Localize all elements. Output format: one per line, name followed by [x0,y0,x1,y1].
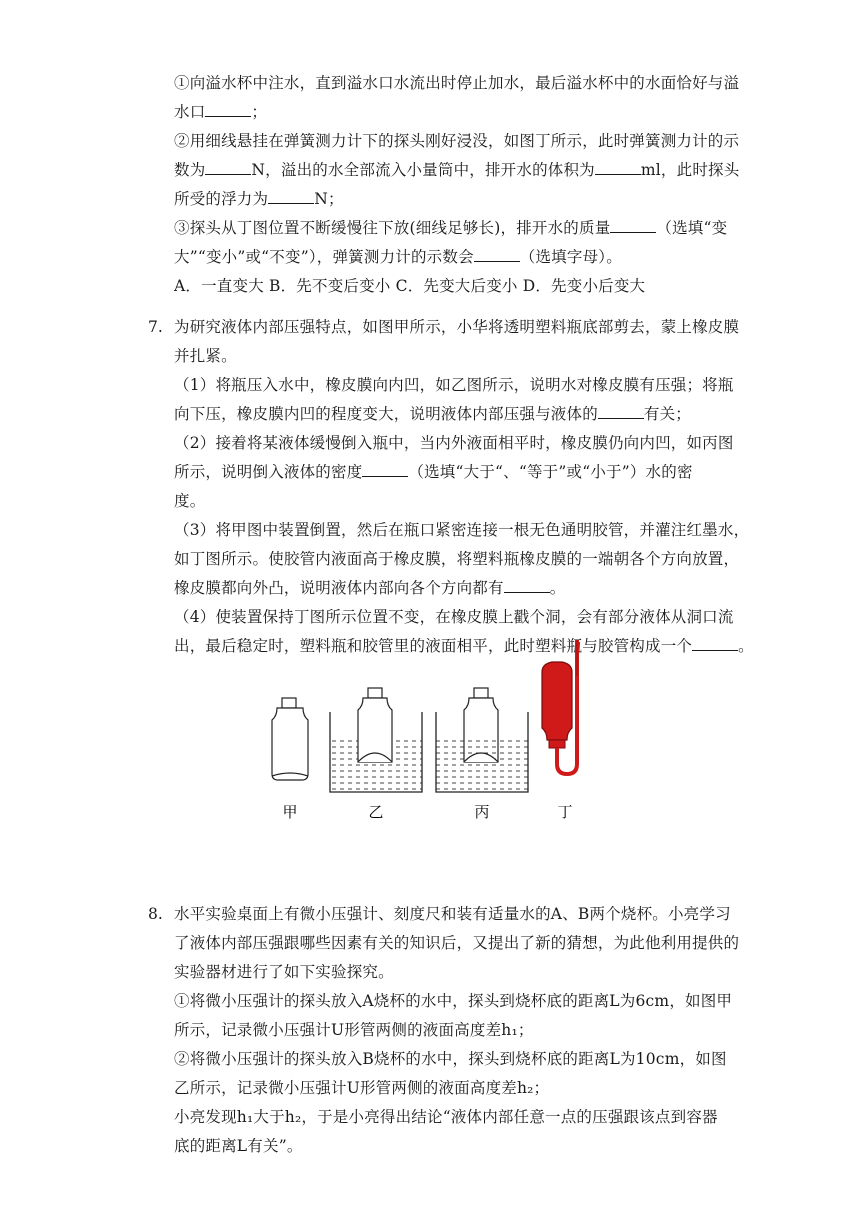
answer-blank [598,404,644,419]
beaker-bing [436,688,528,792]
q7-line-1: 为研究液体内部压强特点，如图甲所示，小华将透明塑料瓶底部剪去，蒙上橡皮膜 [174,318,740,336]
figure-label-ding: 丁 [557,803,573,821]
text: ； [251,103,268,121]
q6-line-6 [174,217,727,239]
answer-blank [692,636,738,651]
q7-line-5: （2）接着将某液体缓慢倒入瓶中，当内外液面相平时，橡皮膜仍向内凹，如丙图 [174,434,734,452]
q7-line-2: 并扎紧。 [174,347,237,365]
q6-line-3: ②用细线悬挂在弹簧测力计下的探头刚好浸没，如图丁所示，此时弹簧测力计的示 [174,132,740,150]
answer-blank [474,247,520,262]
text: ml，此时探头 [640,161,740,179]
q7-line-3: （1）将瓶压入水中，橡皮膜向内凹，如乙图所示，说明水对橡皮膜有压强；将瓶 [174,376,734,394]
text: ③探头从丁图位置不断缓慢往下放(细线足够长)，排开水的质量 [174,219,611,237]
q8-line-6: ②将微小压强计的探头放入B烧杯的水中，探头到烧杯底的距离L为10cm，如图 [174,1050,727,1068]
text: N，溢出的水全部流入小量筒中，排开水的体积为 [251,161,595,179]
q7-line-4 [174,403,691,425]
text: （选填“大于“、“等于”或“小于”）水的密 [408,463,693,481]
text: 出，最后稳定时，塑料瓶和胶管里的液面相平，此时塑料瓶与胶管构成一个 [174,637,693,655]
answer-blank [205,160,251,175]
q8-line-7: 乙所示，记录微小压强计U形管两侧的液面高度差h₂； [174,1079,550,1097]
text: 数为 [174,161,206,179]
text: （选填字母）。 [519,248,622,266]
answer-blank [205,102,251,117]
figure-label-yi: 乙 [368,803,384,821]
text: 有关； [643,405,692,423]
beaker-yi [330,688,422,792]
q8-line-3: 实验器材进行了如下实验探究。 [174,963,394,981]
text: 。 [549,579,566,597]
answer-blank [268,189,314,204]
text: 向下压，橡皮膜内凹的程度变大，说明液体内部压强与液体的 [174,405,598,423]
q7-line-11: （4）使装置保持丁图所示位置不变，在橡皮膜上戳个洞，会有部分液体从洞口流 [174,608,734,626]
question-number: 7. [148,318,163,336]
q7-line-6 [174,461,693,483]
q8-line-8: 小亮发现h₁大于h₂，于是小亮得出结论“液体内部任意一点的压强跟该点到容器 [174,1108,718,1126]
q6-line-2 [174,101,267,123]
q8-line-5: 所示，记录微小压强计U形管两侧的液面高度差h₁； [174,1021,534,1039]
figure-label-jia: 甲 [282,803,298,821]
q8-line-4: ①将微小压强计的探头放入A烧杯的水中，探头到烧杯底的距离L为6cm，如图甲 [174,992,733,1010]
q7-line-8: （3）将甲图中装置倒置，然后在瓶口紧密连接一根无色通明胶管，并灌注红墨水， [174,521,750,539]
text: 水口 [174,103,206,121]
q6-line-4 [174,159,739,181]
q6-line-7 [174,246,622,268]
q8-line-2: 了液体内部压强跟哪些因素有关的知识后，又提出了新的猜想，为此他利用提供的 [174,934,740,952]
q7-line-9: 如丁图所示。使胶管内液面高于橡皮膜，将塑料瓶橡皮膜的一端朝各个方向放置， [174,550,740,568]
answer-blank [610,218,656,233]
q7-line-10 [174,577,565,599]
text: （选填“变 [656,219,728,237]
figure-label-bing: 丙 [474,803,490,821]
bottle-pressure-figure [260,636,600,826]
q6-options: A．一直变大 B．先不变后变小 C．先变大后变小 D．先变小后变大 [174,277,646,295]
bottle-jia [272,698,308,780]
inverted-bottle-ding [542,640,577,774]
text: 大”“变小”或“不变”），弹簧测力计的示数会 [174,248,474,266]
answer-blank [504,578,550,593]
question-number: 8. [148,905,163,923]
text: 所示，说明倒入液体的密度 [174,463,363,481]
q8-line-1: 水平实验桌面上有微小压强计、刻度尺和装有适量水的A、B两个烧杯。小亮学习 [174,905,731,923]
q8-line-9: 底的距离L有关”。 [174,1137,303,1155]
q7-line-7: 度。 [174,492,206,510]
text: N； [314,190,344,208]
text: 所受的浮力为 [174,190,269,208]
q6-line-1: ①向溢水杯中注水，直到溢水口水流出时停止加水，最后溢水杯中的水面恰好与溢 [174,74,740,92]
answer-blank [362,462,408,477]
q6-line-5 [174,188,344,210]
text: 橡皮膜都向外凸，说明液体内部向各个方向都有 [174,579,504,597]
answer-blank [595,160,641,175]
text: 。 [738,637,754,655]
